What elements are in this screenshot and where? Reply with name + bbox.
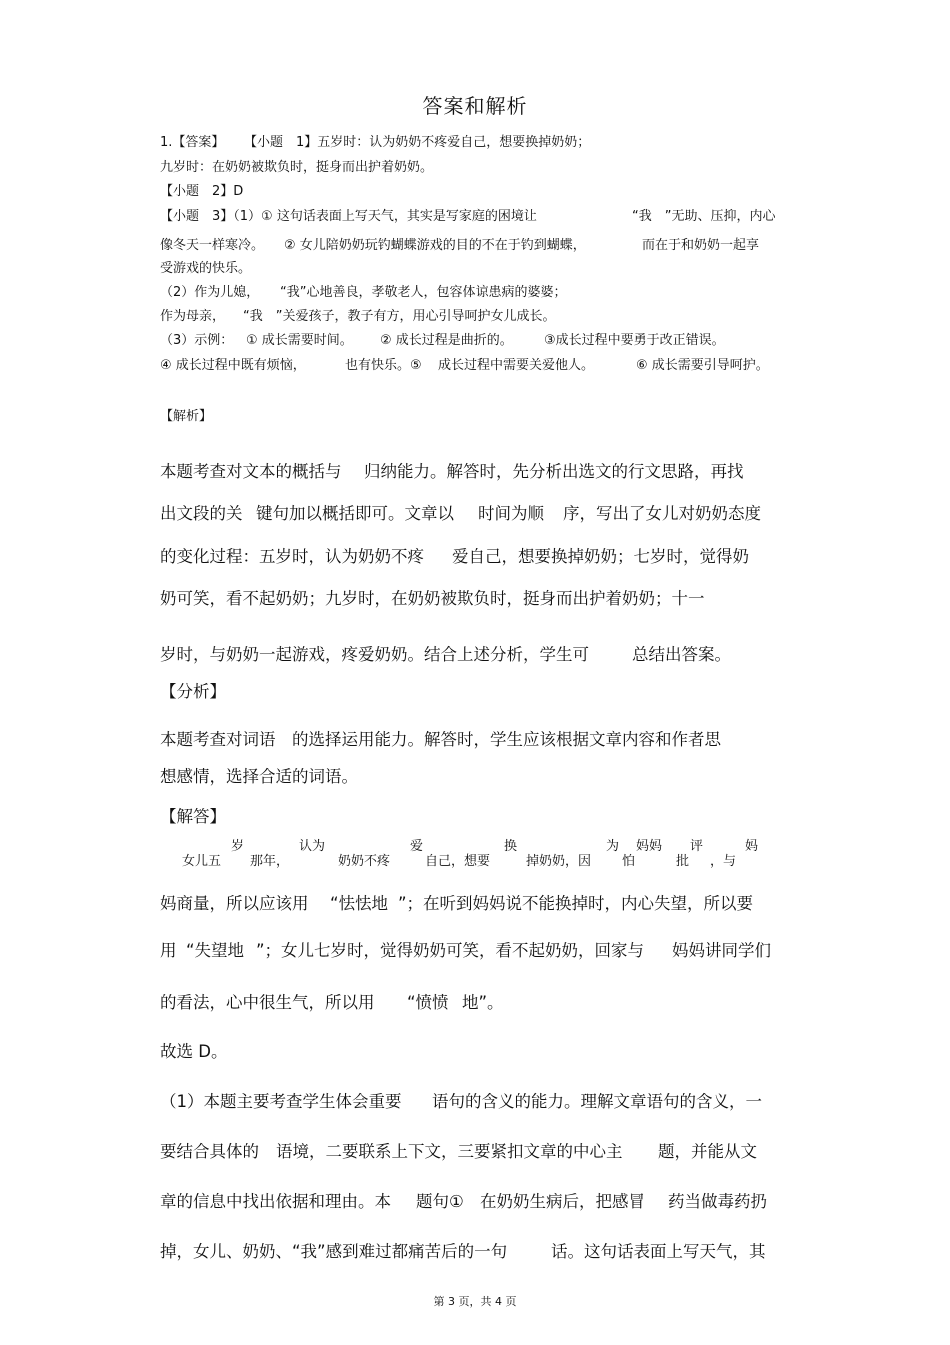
jieda-line-9b: 话。这句话表面上写天气，其 bbox=[551, 1242, 766, 1261]
page-footer: 第 3 页，共 4 页 bbox=[433, 1295, 517, 1308]
jieda-row1-raised: 认为 bbox=[299, 839, 326, 854]
jiexi-line-2c: 时间为顺 bbox=[478, 504, 544, 523]
jieda-line-2a: 妈商量，所以应该用 bbox=[160, 894, 309, 913]
jieda-line-3c: ”；女儿七岁时，觉得奶奶可笑，看不起奶奶，回家与 bbox=[256, 941, 645, 960]
answer-line-10d: ⑥ 成长需要引导呵护。 bbox=[636, 358, 769, 373]
answer-line-10c: 成长过程中需要关爱他人。 bbox=[438, 358, 595, 373]
fenxi-line-1a: 本题考查对词语 bbox=[160, 730, 276, 749]
jieda-line-8b: 题句① bbox=[416, 1192, 464, 1211]
jiexi-line-3a: 的变化过程：五岁时，认为奶奶不疼 bbox=[160, 547, 424, 566]
answer-line-5a: 像冬天一样寒冷。 bbox=[160, 238, 265, 253]
jieda-heading: 【解答】 bbox=[160, 807, 226, 826]
jieda-row1-raised: 岁 bbox=[231, 839, 245, 854]
jieda-line-8a: 章的信息中找出依据和理由。本 bbox=[160, 1192, 391, 1211]
answer-line-8a: 作为母亲， bbox=[160, 309, 226, 324]
jieda-row1-part: 怕 bbox=[622, 854, 636, 869]
answer-line-7b: “我”心地善良，孝敬老人，包容体谅患病的婆婆； bbox=[280, 285, 567, 300]
jieda-row1-part: 女儿五 bbox=[182, 854, 222, 869]
jieda-line-4c: 地”。 bbox=[462, 993, 504, 1012]
jieda-row1-part: ，与 bbox=[710, 854, 737, 869]
jieda-line-6b: 语句的含义的能力。理解文章语句的含义，一 bbox=[432, 1092, 762, 1111]
jieda-line-7a: 要结合具体的 bbox=[160, 1142, 259, 1161]
jiexi-line-1a: 本题考查对文本的概括与 bbox=[160, 462, 342, 481]
fenxi-line-2: 想感情，选择合适的词语。 bbox=[160, 767, 358, 786]
answer-line-9b: ① 成长需要时间。 bbox=[246, 333, 353, 348]
jiexi-line-5a: 岁时，与奶奶一起游戏，疼爱奶奶。结合上述分析，学生可 bbox=[160, 645, 589, 664]
jieda-line-8c: 在奶奶生病后，把感冒 bbox=[480, 1192, 645, 1211]
jieda-line-3b: “失望地 bbox=[186, 941, 245, 960]
answer-label: 1.【答案】 bbox=[160, 135, 225, 150]
jiexi-line-4: 奶可笑，看不起奶奶；九岁时，在奶奶被欺负时，挺身而出护着奶奶；十一 bbox=[160, 589, 705, 608]
answer-line-8b: “我 ”关爱孩子，教子有方，用心引导呵护女儿成长。 bbox=[243, 309, 556, 324]
jiexi-heading: 【解析】 bbox=[160, 409, 213, 424]
answer-line-10a: ④ 成长过程中既有烦恼， bbox=[160, 358, 306, 373]
jiexi-line-2a: 出文段的关 bbox=[160, 504, 243, 523]
jiexi-line-2d: 序，写出了女儿对奶奶态度 bbox=[563, 504, 761, 523]
jieda-line-4b: “愤愤 bbox=[407, 993, 449, 1012]
jieda-line-3a: 用 bbox=[160, 941, 177, 960]
jieda-line-7b: 语境，二要联系上下文，三要紧扣文章的中心主 bbox=[276, 1142, 623, 1161]
answer-line-1: 【小题 1】五岁时：认为奶奶不疼爱自己，想要换掉奶奶； bbox=[244, 135, 591, 150]
answer-line-2: 九岁时：在奶奶被欺负时，挺身而出护着奶奶。 bbox=[160, 160, 434, 175]
answer-line-5c: 而在于和奶奶一起享 bbox=[642, 238, 760, 253]
answer-line-7a: （2）作为儿媳， bbox=[160, 285, 260, 300]
jieda-row1-raised: 为 bbox=[606, 839, 620, 854]
jieda-row1-raised: 爱 bbox=[410, 839, 424, 854]
jiexi-line-2b: 键句加以概括即可。文章以 bbox=[256, 504, 454, 523]
jieda-line-9a: 掉，女儿、奶奶、“我”感到难过都痛苦后的一句 bbox=[160, 1242, 508, 1261]
jieda-row1-part: 掉奶奶，因 bbox=[526, 854, 592, 869]
answer-line-4a: 【小题 3】（1）① 这句话表面上写天气，其实是写家庭的困境让 bbox=[160, 209, 537, 224]
answer-line-9d: ③成长过程中要勇于改正错误。 bbox=[544, 333, 725, 348]
jieda-line-5: 故选 D。 bbox=[160, 1042, 228, 1061]
fenxi-line-1b: 的选择运用能力。解答时，学生应该根据文章内容和作者思 bbox=[292, 730, 721, 749]
answer-line-5b: ② 女儿陪奶奶玩钓蝴蝶游戏的目的不在于钓到蝴蝶， bbox=[284, 238, 586, 253]
answer-line-9c: ② 成长过程是曲折的。 bbox=[380, 333, 513, 348]
jiexi-line-3b: 爱自己，想要换掉奶奶；七岁时，觉得奶 bbox=[452, 547, 749, 566]
jiexi-line-1b: 归纳能力。解答时，先分析出选文的行文思路，再找 bbox=[364, 462, 744, 481]
jiexi-line-5b: 总结出答案。 bbox=[632, 645, 731, 664]
jieda-line-7c: 题，并能从文 bbox=[658, 1142, 757, 1161]
jieda-row1-part: 奶奶不疼 bbox=[338, 854, 391, 869]
answer-line-6: 受游戏的快乐。 bbox=[160, 261, 252, 276]
jieda-line-2b: “怯怯地 bbox=[330, 894, 389, 913]
jieda-row1-part: 批 bbox=[676, 854, 690, 869]
answer-line-3: 【小题 2】D bbox=[160, 184, 244, 199]
jieda-line-4a: 的看法，心中很生气，所以用 bbox=[160, 993, 375, 1012]
jieda-row1-raised: 评 bbox=[690, 839, 704, 854]
jieda-row1-raised: 妈妈 bbox=[636, 839, 663, 854]
jieda-row1-raised: 妈 bbox=[745, 839, 759, 854]
fenxi-heading: 【分析】 bbox=[160, 682, 226, 701]
page-title: 答案和解析 bbox=[422, 94, 528, 118]
jieda-row1-part: 自己，想要 bbox=[425, 854, 491, 869]
answer-line-10b: 也有快乐。⑤ bbox=[345, 358, 422, 373]
jieda-line-8d: 药当做毒药扔 bbox=[668, 1192, 767, 1211]
answer-line-4b: “我 ”无助、压抑，内心 bbox=[632, 209, 776, 224]
jieda-row1-raised: 换 bbox=[504, 839, 518, 854]
jieda-line-3d: 妈妈讲同学们 bbox=[672, 941, 771, 960]
jieda-row1-part: 那年， bbox=[250, 854, 290, 869]
jieda-line-2c: ”；在听到妈妈说不能换掉时，内心失望，所以要 bbox=[398, 894, 754, 913]
jieda-line-6a: （1）本题主要考查学生体会重要 bbox=[160, 1092, 402, 1111]
answer-line-9a: （3）示例： bbox=[160, 333, 234, 348]
